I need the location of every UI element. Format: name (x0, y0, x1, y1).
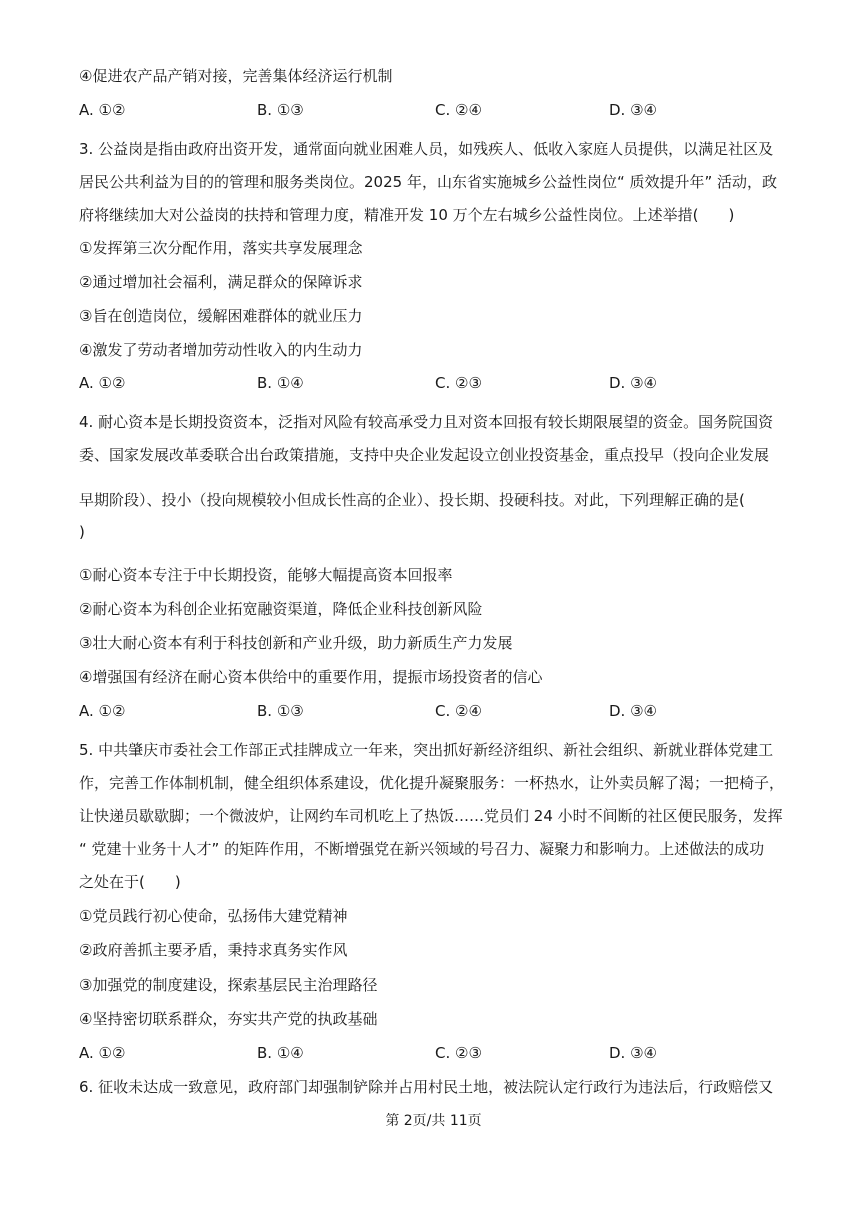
q5-stem-line-5: 之处在于( ) (79, 873, 181, 891)
q5-stem-line-1: 5. 中共肇庆市委社会工作部正式挂牌成立一年来，突出抓好新经济组织、新社会组织、新就业群体党建工 (79, 741, 774, 759)
q4-option-d: D. ③④ (609, 702, 657, 720)
q5-options (79, 1043, 779, 1063)
q2-option-d: D. ③④ (609, 101, 657, 119)
q3-stem-line-2: 居民公共利益为目的的管理和服务类岗位。2025 年，山东省实施城乡公益性岗位“ 质效提升年” 活动，政 (79, 173, 778, 191)
q5-item-4: ④坚持密切联系群众，夯实共产党的执政基础 (79, 1010, 378, 1028)
q5-option-c: C. ②③ (435, 1044, 482, 1062)
q2-options (79, 100, 779, 120)
q3-item-1: ①发挥第三次分配作用，落实共享发展理念 (79, 239, 363, 257)
q3-item-4: ④激发了劳动者增加劳动性收入的内生动力 (79, 341, 363, 359)
q3-option-b: B. ①④ (257, 374, 304, 392)
q4-item-2: ②耐心资本为科创企业拓宽融资渠道，降低企业科技创新风险 (79, 600, 483, 618)
q5-option-d: D. ③④ (609, 1044, 657, 1062)
q4-stem-line-2: 委、国家发展改革委联合出台政策措施，支持中央企业发起设立创业投资基金，重点投早（投向企业发展 (79, 446, 770, 464)
q4-stem-line-4: ) (79, 523, 85, 541)
q4-item-4: ④增强国有经济在耐心资本供给中的重要作用，提振市场投资者的信心 (79, 668, 543, 686)
q3-option-a: A. ①② (79, 374, 126, 392)
q2-option-a: A. ①② (79, 101, 126, 119)
q4-stem-line-1: 4. 耐心资本是长期投资资本，泛指对风险有较高承受力且对资本回报有较长期限展望的资金。国务院国资 (79, 413, 774, 431)
page-number-footer: 第 2页/共 11页 (385, 1113, 482, 1129)
q3-stem-line-1: 3. 公益岗是指由政府出资开发，通常面向就业困难人员，如残疾人、低收入家庭人员提供，以满足社区及 (79, 140, 774, 158)
q4-options (79, 701, 779, 721)
q5-option-b: B. ①④ (257, 1044, 304, 1062)
q4-stem-line-3: 早期阶段）、投小（投向规模较小但成长性高的企业）、投长期、投硬科技。对此，下列理解正确的是( (79, 491, 745, 509)
q4-option-b: B. ①③ (257, 702, 304, 720)
q4-item-1: ①耐心资本专注于中长期投资，能够大幅提高资本回报率 (79, 566, 453, 584)
q2-item-4: ④促进农产品产销对接，完善集体经济运行机制 (79, 67, 393, 85)
q5-option-a: A. ①② (79, 1044, 126, 1062)
q3-options (79, 373, 779, 393)
q5-item-1: ①党员践行初心使命，弘扬伟大建党精神 (79, 907, 348, 925)
q4-item-3: ③壮大耐心资本有利于科技创新和产业升级，助力新质生产力发展 (79, 634, 513, 652)
q2-option-b: B. ①③ (257, 101, 304, 119)
q4-option-a: A. ①② (79, 702, 126, 720)
q5-stem-line-4: “ 党建十业务十人才” 的矩阵作用，不断增强党在新兴领域的号召力、凝聚力和影响力。上述做法的成功 (79, 840, 765, 858)
q3-option-d: D. ③④ (609, 374, 657, 392)
q6-stem-line-1: 6. 征收未达成一致意见，政府部门却强制铲除并占用村民土地，被法院认定行政行为违法后，行政赔偿又 (79, 1078, 774, 1096)
q2-option-c: C. ②④ (435, 101, 482, 119)
q5-stem-line-3: 让快递员歇歇脚；一个微波炉，让网约车司机吃上了热饭……党员们 24 小时不间断的社区便民服务，发挥 (79, 807, 783, 825)
q5-item-2: ②政府善抓主要矛盾，秉持求真务实作风 (79, 941, 348, 959)
q3-stem-line-3: 府将继续加大对公益岗的扶持和管理力度，精准开发 10 万个左右城乡公益性岗位。上述举措( ) (79, 206, 735, 224)
q3-item-3: ③旨在创造岗位，缓解困难群体的就业压力 (79, 307, 363, 325)
q5-item-3: ③加强党的制度建设，探索基层民主治理路径 (79, 976, 378, 994)
q3-item-2: ②通过增加社会福利，满足群众的保障诉求 (79, 273, 363, 291)
q3-option-c: C. ②③ (435, 374, 482, 392)
q5-stem-line-2: 作，完善工作体制机制，健全组织体系建设，优化提升凝聚服务：一杯热水，让外卖员解了渴；一把椅子， (79, 774, 785, 792)
q4-option-c: C. ②④ (435, 702, 482, 720)
